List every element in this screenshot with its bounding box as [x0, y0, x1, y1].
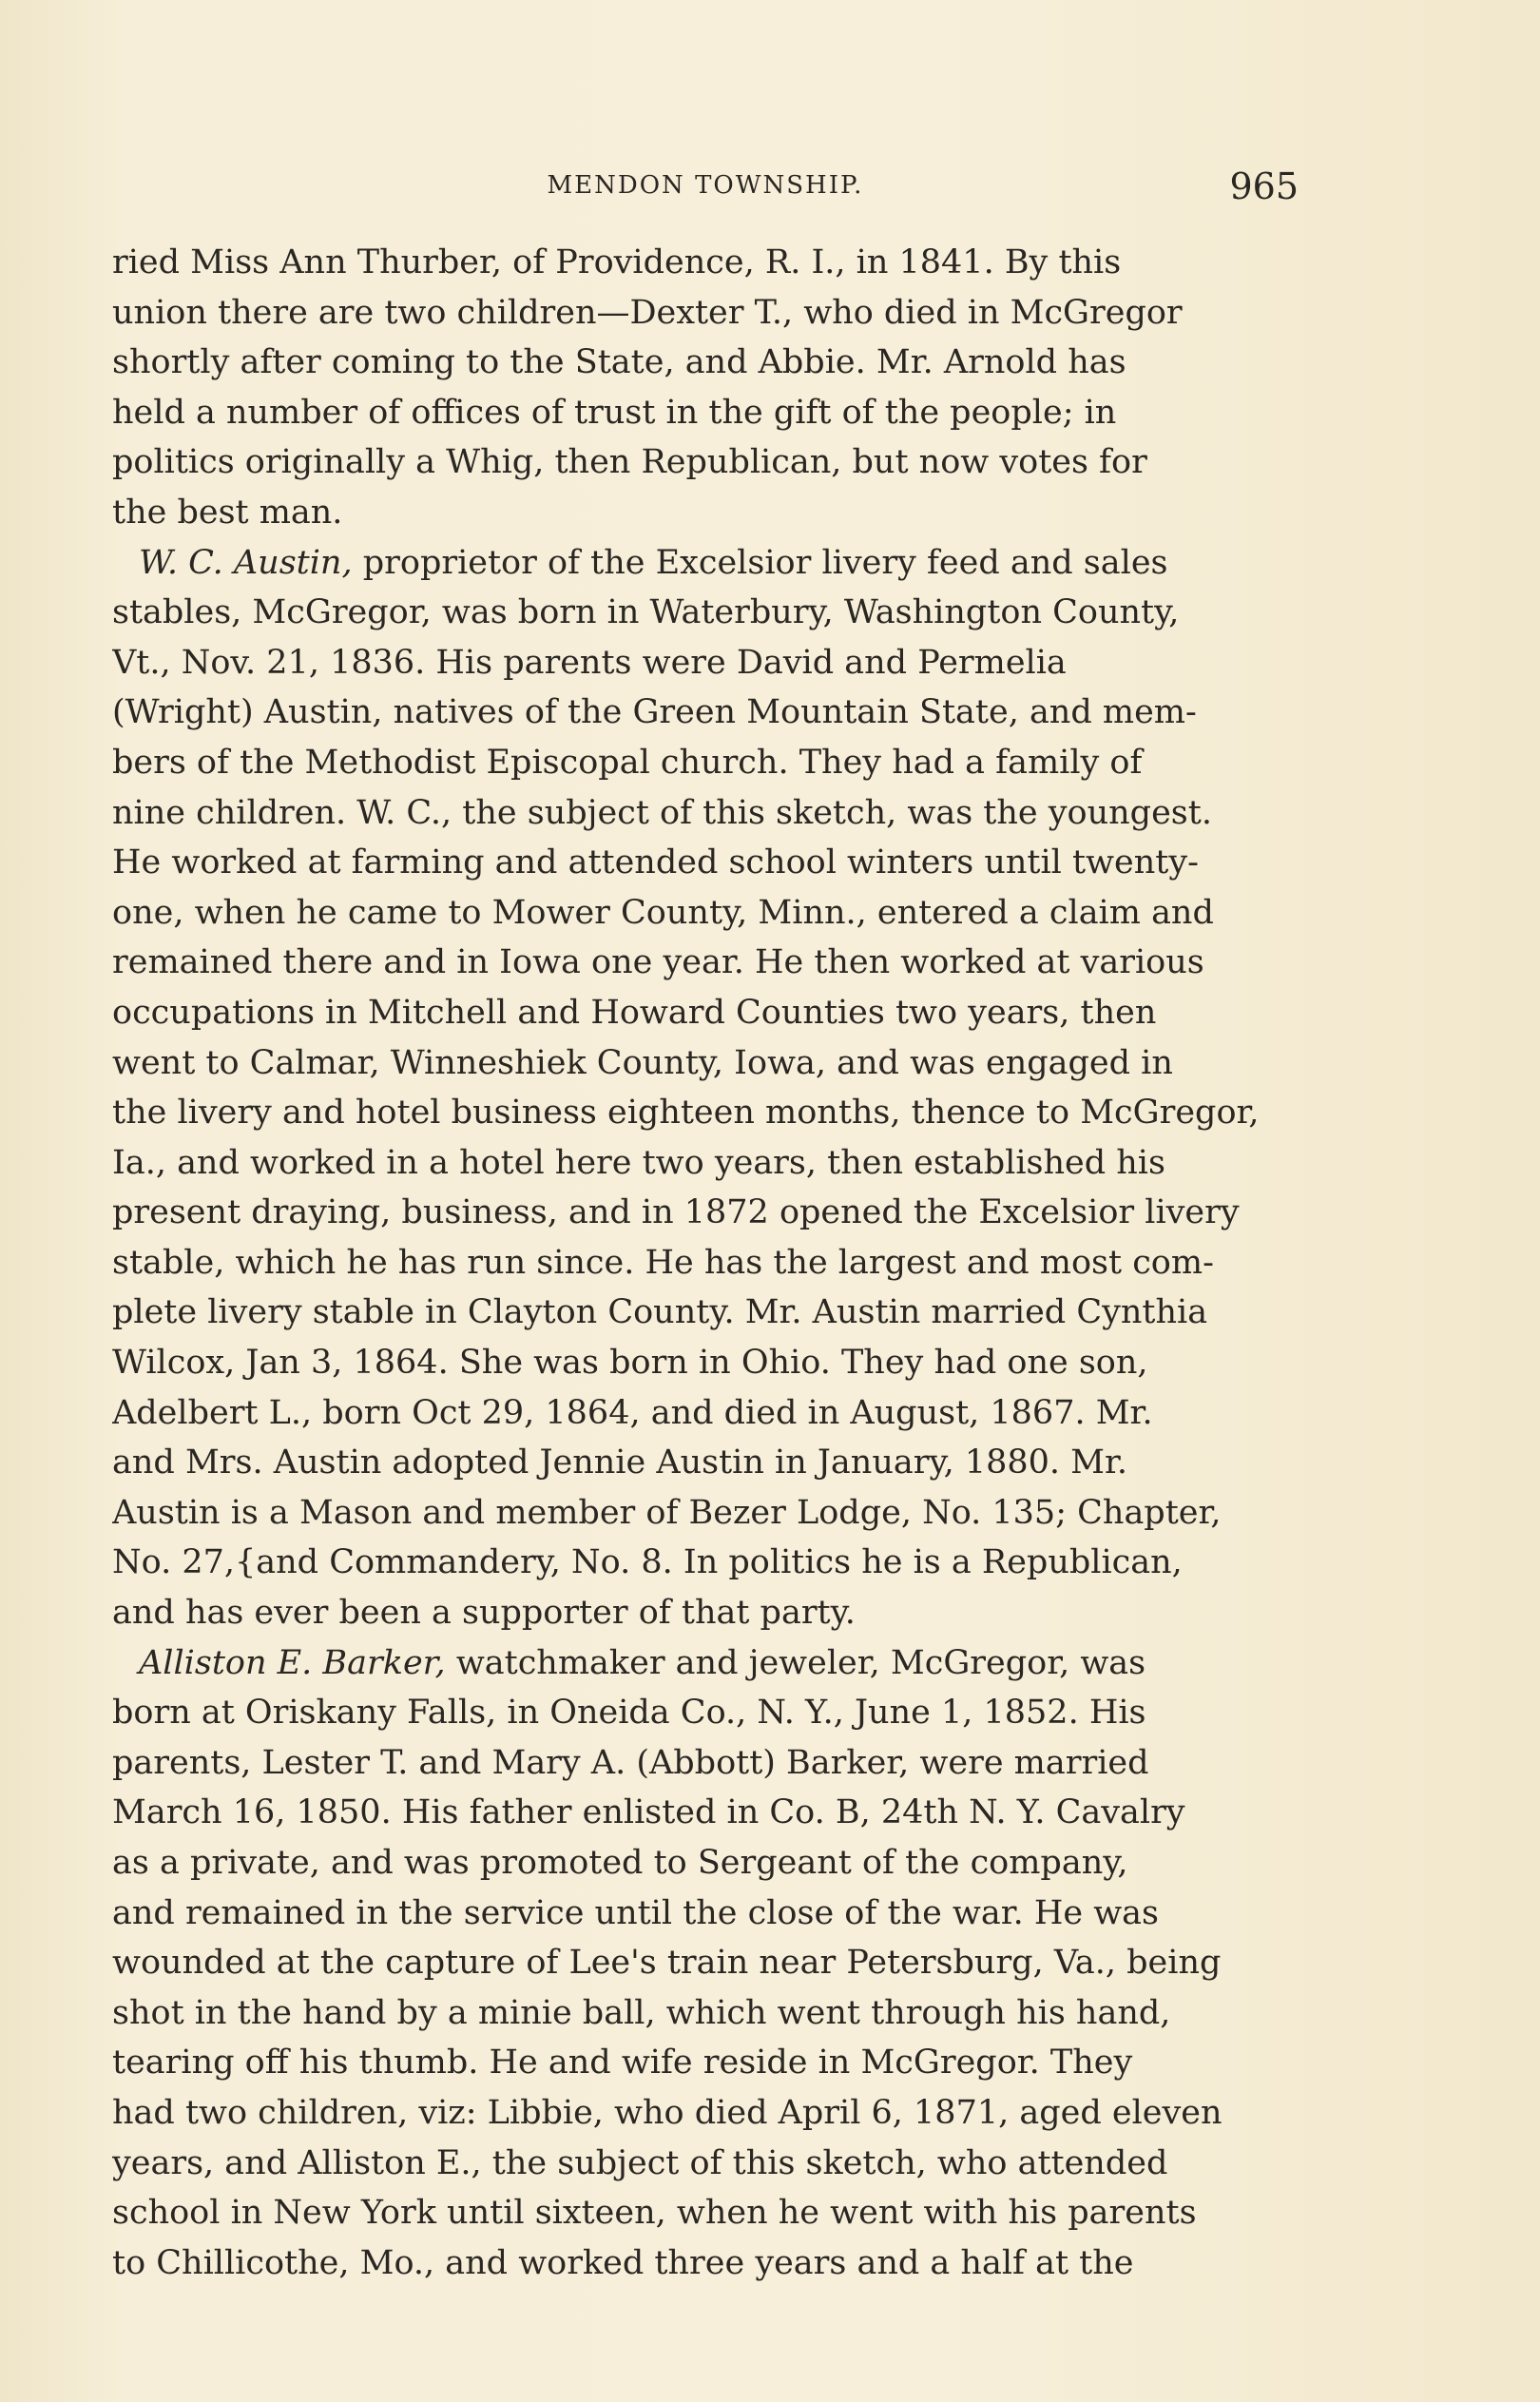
running-title: MENDON TOWNSHIP. [547, 171, 864, 200]
line-text: the livery and hotel business eighteen months, thence to McGregor, [112, 1094, 1260, 1133]
text-line [112, 1088, 1299, 1138]
text-line [112, 2038, 1299, 2088]
line-text: and remained in the service until the close of the war. He was [112, 1893, 1160, 1932]
running-head [112, 165, 1299, 209]
line-text: tearing off his thumb. He and wife reside in McGregor. They [112, 2044, 1133, 2082]
line-text: to Chillicothe, Mo., and worked three years and a half at the [112, 2243, 1134, 2282]
text-line [112, 338, 1299, 388]
line-text: stables, McGregor, was born in Waterbury, Washington County, [112, 593, 1180, 632]
line-text: born at Oriskany Falls, in Oneida Co., N. Y., June 1, 1852. His [112, 1694, 1146, 1733]
page-number: 965 [1229, 165, 1299, 207]
line-text: one, when he came to Mower County, Minn., entered a claim and [112, 893, 1214, 932]
line-text: school in New York until sixteen, when he went with his parents [112, 2194, 1197, 2233]
line-text: (Wright) Austin, natives of the Green Mountain State, and mem- [112, 693, 1197, 732]
line-text: and has ever been a supporter of that party. [112, 1594, 856, 1633]
line-text: shot in the hand by a minie ball, which went through his hand, [112, 1993, 1171, 2032]
line-text: held a number of offices of trust in the gift of the people; in [112, 393, 1117, 432]
text-line [112, 1988, 1299, 2039]
text-line [112, 1038, 1299, 1089]
text-line [112, 1688, 1299, 1738]
line-text: went to Calmar, Winneshiek County, Iowa, and was engaged in [112, 1043, 1173, 1082]
text-line [112, 1388, 1299, 1439]
text-line [112, 2188, 1299, 2238]
text-line [112, 238, 1299, 288]
line-text: union there are two children—Dexter T., who died in McGregor [112, 293, 1183, 332]
line-text: Ia., and worked in a hotel here two years, then established his [112, 1143, 1165, 1182]
line-text: nine children. W. C., the subject of this sketch, was the youngest. [112, 793, 1212, 832]
line-text: He worked at farming and attended school winters until twenty- [112, 843, 1199, 882]
line-text: Wilcox, Jan 3, 1864. She was born in Ohio. They had one son, [112, 1344, 1148, 1383]
text-line [112, 1738, 1299, 1789]
text-line [112, 1638, 1299, 1689]
line-text: Vt., Nov. 21, 1836. His parents were David and Permelia [112, 643, 1067, 682]
text-line [112, 1938, 1299, 1988]
line-text: Austin is a Mason and member of Bezer Lodge, No. 135; Chapter, [112, 1493, 1222, 1532]
line-text: No. 27,{and Commandery, No. 8. In politics he is a Republican, [112, 1543, 1183, 1582]
line-text: plete livery stable in Clayton County. Mr. Austin married Cynthia [112, 1293, 1208, 1332]
line-text: Adelbert L., born Oct 29, 1864, and died in August, 1867. Mr. [112, 1393, 1153, 1432]
text-line [112, 1138, 1299, 1189]
line-text: occupations in Mitchell and Howard Counties two years, then [112, 993, 1157, 1032]
text-line [112, 838, 1299, 888]
text-line [112, 638, 1299, 688]
text-line [112, 1588, 1299, 1638]
line-text: watchmaker and jeweler, McGregor, was [445, 1643, 1146, 1682]
line-text: remained there and in Iowa one year. He then worked at various [112, 943, 1204, 982]
text-line [112, 388, 1299, 438]
line-text: stable, which he has run since. He has the largest and most com- [112, 1243, 1214, 1282]
line-text: as a private, and was promoted to Sergeant of the company, [112, 1844, 1128, 1882]
text-line [112, 2139, 1299, 2189]
text-line [112, 938, 1299, 988]
line-text: March 16, 1850. His father enlisted in Co. B, 24th N. Y. Cavalry [112, 1793, 1185, 1832]
text-line [112, 788, 1299, 839]
text-line [112, 2088, 1299, 2139]
line-text: shortly after coming to the State, and Abbie. Mr. Arnold has [112, 343, 1126, 382]
line-text: present draying, business, and in 1872 opened the Excelsior livery [112, 1193, 1240, 1232]
line-text: had two children, viz: Libbie, who died April 6, 1871, aged eleven [112, 2093, 1222, 2132]
text-line [112, 1538, 1299, 1588]
line-text: years, and Alliston E., the subject of this sketch, who attended [112, 2143, 1168, 2182]
text-line [112, 1788, 1299, 1838]
text-line [112, 488, 1299, 538]
subject-name: Alliston E. Barker, [139, 1643, 446, 1682]
text-line [112, 688, 1299, 738]
text-line [112, 738, 1299, 788]
text-line [112, 1188, 1299, 1238]
line-text: ried Miss Ann Thurber, of Providence, R. I., in 1841. By this [112, 243, 1122, 281]
text-line [112, 988, 1299, 1038]
line-text: politics originally a Whig, then Republican, but now votes for [112, 443, 1147, 482]
text-line [112, 1838, 1299, 1889]
text-line [112, 1238, 1299, 1288]
text-line [112, 1288, 1299, 1338]
text-line [112, 437, 1299, 488]
line-text: parents, Lester T. and Mary A. (Abbott) Barker, were married [112, 1743, 1149, 1782]
line-text: wounded at the capture of Lee's train near Petersburg, Va., being [112, 1944, 1222, 1983]
text-line [112, 888, 1299, 939]
text-line [112, 1438, 1299, 1488]
text-line [112, 588, 1299, 638]
text-line [112, 1488, 1299, 1539]
body-text [112, 238, 1299, 2288]
text-line [112, 538, 1299, 589]
line-text: bers of the Methodist Episcopal church. They had a family of [112, 743, 1143, 782]
line-text: proprietor of the Excelsior livery feed and sales [352, 543, 1168, 582]
text-line [112, 1338, 1299, 1388]
line-text: the best man. [112, 493, 343, 532]
text-line [112, 1889, 1299, 1939]
subject-name: W. C. Austin, [139, 543, 353, 582]
text-line [112, 2238, 1299, 2289]
line-text: and Mrs. Austin adopted Jennie Austin in January, 1880. Mr. [112, 1443, 1128, 1482]
text-line [112, 288, 1299, 339]
